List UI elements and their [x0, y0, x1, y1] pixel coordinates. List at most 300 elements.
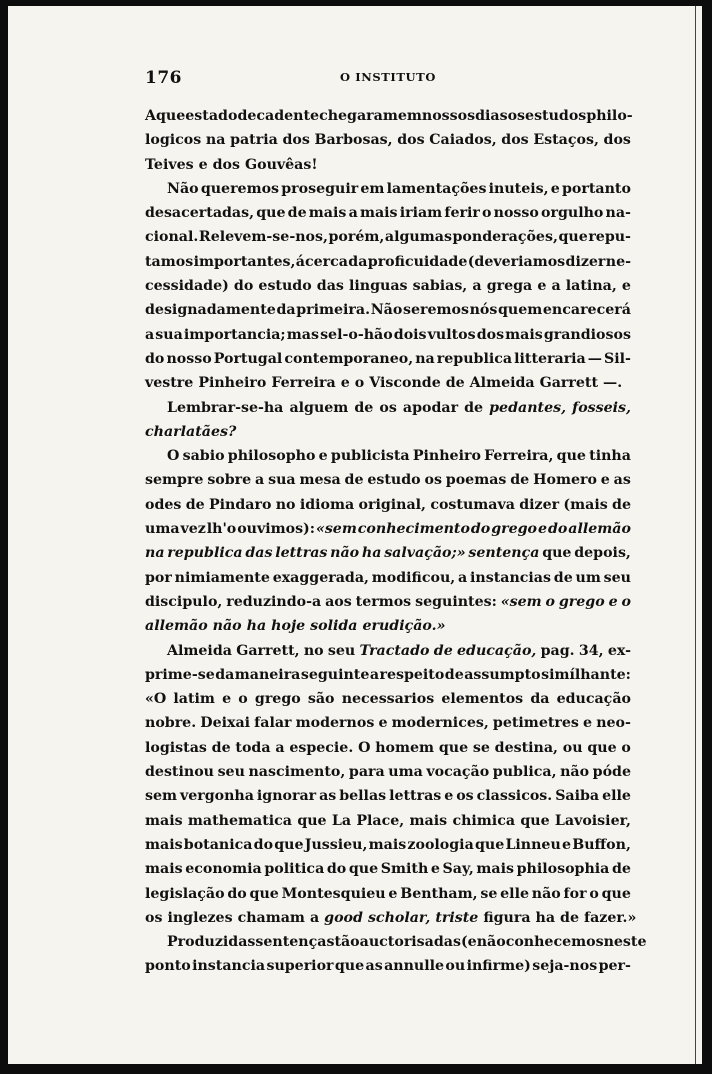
- word: maneira: [234, 666, 301, 683]
- word: a: [275, 739, 285, 756]
- word: A: [145, 108, 157, 124]
- word: Teives: [145, 156, 194, 173]
- word: Ferreira: [271, 375, 336, 392]
- word: e: [318, 448, 328, 465]
- word: do: [227, 885, 247, 902]
- word: mais: [359, 205, 398, 222]
- word: seja-nos: [532, 958, 598, 975]
- word: lettras: [275, 545, 328, 562]
- word: publicista: [330, 448, 410, 465]
- word: de: [445, 375, 465, 392]
- word: Sil-: [604, 350, 631, 367]
- text-line: [145, 323, 631, 347]
- word: na: [205, 132, 226, 149]
- text-line: [145, 250, 631, 274]
- word: erudição.»: [362, 618, 446, 635]
- word: infirme): [466, 958, 531, 975]
- word: a: [145, 326, 155, 343]
- word: Homero: [533, 472, 597, 489]
- word: modernices,: [391, 715, 489, 732]
- word: não: [212, 618, 242, 635]
- word: ponderações,: [452, 229, 558, 246]
- word: e: [583, 715, 593, 732]
- word: politica: [264, 861, 325, 878]
- word: desacertadas,: [145, 205, 255, 222]
- word: que: [520, 812, 550, 829]
- word: a: [309, 909, 320, 926]
- word: que: [274, 836, 304, 853]
- word: (e: [460, 934, 477, 951]
- word: se: [472, 739, 490, 756]
- word: original,: [358, 496, 426, 513]
- word: philosophia: [516, 861, 610, 878]
- text-line: [145, 639, 631, 663]
- word: toda: [235, 739, 271, 756]
- word: patria: [230, 132, 278, 149]
- word: nobre.: [145, 715, 197, 732]
- word: charlatães?: [145, 423, 237, 440]
- word: de: [287, 205, 307, 222]
- word: as: [319, 788, 337, 805]
- word: Say,: [442, 861, 474, 878]
- word: tão: [334, 934, 360, 951]
- word: botanica: [183, 836, 253, 853]
- word: importantes,: [193, 253, 296, 270]
- word: costumava: [430, 496, 515, 513]
- word: dos: [282, 132, 310, 149]
- word: na: [415, 350, 435, 367]
- word: e: [537, 278, 547, 295]
- word: Bentham,: [400, 885, 478, 902]
- word: 34,: [578, 642, 604, 659]
- word: ferir: [444, 205, 480, 222]
- word: neste: [603, 934, 647, 951]
- word: a: [255, 472, 265, 489]
- word: destina,: [494, 739, 558, 756]
- text-line: [145, 420, 631, 444]
- word: Garrett: [539, 375, 599, 392]
- word: que: [587, 739, 617, 756]
- word: de: [344, 472, 364, 489]
- word: e: [561, 836, 572, 853]
- word: na-: [605, 205, 631, 222]
- word: os: [456, 788, 474, 805]
- word: economia: [185, 861, 262, 878]
- text-line: [145, 541, 631, 565]
- word: modernos: [295, 715, 375, 732]
- text-line: [145, 711, 631, 735]
- word: Não: [370, 302, 403, 319]
- word: Pinheiro: [412, 448, 481, 465]
- text-line: [145, 104, 631, 128]
- word: Linneu: [505, 836, 561, 853]
- word: cessidade): [145, 278, 229, 295]
- word: em: [360, 180, 385, 197]
- word: das: [245, 545, 273, 562]
- word: Estaços,: [533, 132, 599, 149]
- word: lh'o: [206, 521, 237, 538]
- word: a: [348, 205, 358, 222]
- word: que: [156, 108, 186, 124]
- word: nascimento,: [248, 764, 346, 781]
- word: prime-se: [145, 666, 215, 683]
- word: ponto: [145, 958, 191, 975]
- word: sentença: [468, 545, 540, 562]
- word: que: [249, 885, 279, 902]
- word: educação,: [457, 642, 537, 659]
- word: seguintes:: [415, 593, 497, 610]
- word: homem: [375, 739, 435, 756]
- word: mais: [368, 836, 407, 853]
- paragraph: [145, 396, 631, 445]
- word: Produzidas: [167, 934, 256, 951]
- word: Portugal: [213, 350, 283, 367]
- word: que: [542, 545, 572, 562]
- word: de: [464, 399, 484, 416]
- word: chegaram: [319, 108, 398, 124]
- word: modificou,: [371, 569, 456, 586]
- word: depois,: [574, 545, 631, 562]
- text-line: [145, 833, 631, 857]
- text-line: [145, 396, 631, 420]
- word: latina,: [565, 278, 617, 295]
- word: pag.: [540, 642, 575, 659]
- word: republica: [167, 545, 243, 562]
- word: sabio: [182, 448, 225, 465]
- word: a: [551, 278, 561, 295]
- word: e: [550, 180, 560, 197]
- word: (deveriamos: [467, 253, 566, 270]
- word: litteraria: [514, 350, 586, 367]
- word: especie.: [289, 739, 354, 756]
- word: seu: [217, 764, 245, 781]
- word: classicos.: [476, 788, 553, 805]
- word: dos: [212, 156, 241, 173]
- page-edge: [695, 6, 696, 1064]
- word: Smith: [380, 861, 429, 878]
- word: no: [275, 496, 296, 513]
- word: grego: [254, 691, 301, 708]
- word: —.: [603, 375, 623, 392]
- page-header: [145, 68, 631, 94]
- text-line: [145, 153, 631, 177]
- word: conhecimento: [357, 521, 470, 538]
- word: allemão: [145, 618, 208, 635]
- word: do: [253, 836, 274, 853]
- text-line: [145, 444, 631, 468]
- word: cional.: [145, 229, 199, 246]
- word: ha: [361, 545, 382, 562]
- word: na: [145, 545, 165, 562]
- word: legislação: [145, 885, 225, 902]
- word: do: [470, 521, 491, 538]
- word: para: [348, 764, 385, 781]
- word: solida: [310, 618, 358, 635]
- word: auctorisadas: [359, 934, 461, 951]
- word: linguas: [349, 278, 408, 295]
- word: republica: [436, 350, 513, 367]
- word: Montesquieu: [281, 885, 386, 902]
- word: os: [379, 399, 397, 416]
- text-line: [145, 882, 631, 906]
- word: grego: [558, 593, 605, 610]
- word: O: [167, 448, 180, 465]
- word: ou: [562, 739, 583, 756]
- word: ácerca: [295, 253, 348, 270]
- word: o: [481, 205, 492, 222]
- word: que: [256, 205, 286, 222]
- word: apodar: [402, 399, 459, 416]
- book-page: [8, 6, 702, 1064]
- word: vestre: [145, 375, 194, 392]
- word: Saiba: [555, 788, 600, 805]
- word: mais: [505, 326, 543, 343]
- word: termos: [355, 593, 412, 610]
- word: grego: [491, 521, 538, 538]
- word: que: [438, 739, 469, 756]
- text-line: [145, 371, 631, 395]
- word: good: [324, 909, 363, 926]
- text-line: [145, 614, 631, 638]
- word: vez: [180, 521, 206, 538]
- word: o: [589, 885, 599, 902]
- text-line: [145, 687, 631, 711]
- text-line: [145, 274, 631, 298]
- word: Deixai: [200, 715, 251, 732]
- word: dos: [603, 132, 631, 149]
- word: ha: [246, 618, 267, 635]
- word: a: [472, 278, 482, 295]
- word: Pinheiro: [198, 375, 267, 392]
- word: Ferreira,: [484, 448, 554, 465]
- word: da: [276, 302, 296, 319]
- word: seu: [327, 642, 356, 659]
- word: da: [530, 691, 550, 708]
- word: elle: [602, 788, 631, 805]
- word: proseguir: [281, 180, 359, 197]
- word: o: [545, 593, 555, 610]
- word: de: [444, 666, 464, 683]
- word: portanto: [561, 180, 631, 197]
- word: o: [354, 375, 365, 392]
- word: do: [233, 278, 254, 295]
- word: da: [215, 666, 235, 683]
- word: dizer: [565, 253, 606, 270]
- word: inglezes: [167, 909, 233, 926]
- word: philo-: [586, 108, 633, 124]
- word: que: [297, 812, 327, 829]
- word: as: [613, 472, 631, 489]
- word: Buffon,: [572, 836, 631, 853]
- word: ou: [445, 958, 466, 975]
- word: annulle: [384, 958, 445, 975]
- word: não: [531, 885, 561, 902]
- word: ignorar: [256, 788, 317, 805]
- word: tamos: [145, 253, 194, 270]
- word: instancia: [192, 958, 266, 975]
- word: que: [348, 861, 379, 878]
- paragraph: [145, 177, 631, 396]
- word: idioma: [299, 496, 355, 513]
- word: necessarios: [341, 691, 435, 708]
- text-line: [145, 493, 631, 517]
- word: se: [480, 885, 498, 902]
- word: dos: [501, 132, 529, 149]
- word: mais: [308, 205, 347, 222]
- word: não: [330, 545, 360, 562]
- word: de: [612, 496, 631, 513]
- word: «sem: [500, 593, 542, 610]
- word: não: [476, 934, 506, 951]
- word: ha: [535, 909, 556, 926]
- word: póde: [592, 764, 631, 781]
- word: nimiamente: [174, 569, 270, 586]
- word: e: [444, 788, 454, 805]
- word: por: [145, 569, 172, 586]
- word: Não: [167, 180, 199, 197]
- text-line: [145, 347, 631, 371]
- word: seguinte: [300, 666, 370, 683]
- word: scholar,: [367, 909, 431, 926]
- word: poemas: [445, 472, 507, 489]
- word: os: [424, 472, 442, 489]
- word: seu: [603, 569, 631, 586]
- word: sua: [155, 326, 183, 343]
- word: publica,: [492, 764, 557, 781]
- word: sempre: [145, 472, 204, 489]
- word: contemporaneo,: [284, 350, 414, 367]
- paragraph: [145, 104, 631, 177]
- word: vergonha: [179, 788, 254, 805]
- word: e: [430, 861, 440, 878]
- word: de: [560, 909, 579, 926]
- page-number: 176: [145, 68, 182, 88]
- word: mais: [409, 812, 448, 829]
- word: superior: [266, 958, 334, 975]
- word: nossos: [421, 108, 476, 124]
- word: de: [354, 399, 374, 416]
- word: estado: [185, 108, 238, 124]
- word: nosso: [166, 350, 212, 367]
- paragraph: [145, 639, 637, 931]
- word: zoologia: [407, 836, 474, 853]
- word: grandiosos: [543, 326, 631, 343]
- word: seremos: [402, 302, 469, 319]
- text-line: [145, 809, 631, 833]
- paragraph: [145, 444, 631, 638]
- word: mais: [145, 836, 183, 853]
- word: figura: [483, 909, 531, 926]
- word: «O: [145, 691, 167, 708]
- word: vultos: [427, 326, 476, 343]
- word: Place,: [356, 812, 405, 829]
- word: elementos: [441, 691, 524, 708]
- word: sabias,: [412, 278, 468, 295]
- word: respeito: [379, 666, 445, 683]
- word: são: [307, 691, 335, 708]
- word: designadamente: [145, 302, 276, 319]
- word: logistas: [145, 739, 207, 756]
- word: estudo: [258, 278, 312, 295]
- word: conhecemos: [505, 934, 604, 951]
- word: Lavoisier,: [554, 812, 631, 829]
- word: Gouvêas!: [245, 156, 318, 173]
- word: de: [433, 642, 453, 659]
- word: o: [238, 691, 248, 708]
- word: orgulho: [541, 205, 604, 222]
- word: mais: [476, 861, 514, 878]
- word: Almeida: [167, 642, 232, 659]
- word: discipulo,: [145, 593, 223, 610]
- word: lettras: [389, 788, 442, 805]
- text-line: [145, 736, 631, 760]
- word: educação: [556, 691, 631, 708]
- text-line: [145, 566, 631, 590]
- word: chimica: [452, 812, 516, 829]
- word: em: [397, 108, 422, 124]
- word: dois: [393, 326, 427, 343]
- word: uma: [145, 521, 180, 538]
- word: elle: [500, 885, 529, 902]
- word: sobre: [207, 472, 252, 489]
- text-line: [145, 177, 631, 201]
- word: chamam: [237, 909, 305, 926]
- word: e: [600, 472, 610, 489]
- text-line: [145, 468, 631, 492]
- word: estudos: [525, 108, 587, 124]
- word: aos: [325, 593, 352, 610]
- word: repu-: [588, 229, 631, 246]
- word: no: [303, 642, 324, 659]
- word: pedantes,: [489, 399, 567, 416]
- word: e: [608, 593, 618, 610]
- word: ouvimos):: [237, 521, 316, 538]
- word: iriam: [399, 205, 443, 222]
- word: queremos: [200, 180, 280, 197]
- running-title: O INSTITUTO: [340, 70, 436, 84]
- word: as: [365, 958, 383, 975]
- word: for: [563, 885, 587, 902]
- word: proficuidade: [367, 253, 468, 270]
- word: vocação: [426, 764, 490, 781]
- word: latim: [173, 691, 215, 708]
- word: triste: [435, 909, 479, 926]
- text-line: [145, 298, 631, 322]
- word: ne-: [605, 253, 631, 270]
- word: per-: [598, 958, 631, 975]
- text-line: [145, 201, 631, 225]
- word: dos: [476, 326, 505, 343]
- word: que: [558, 229, 588, 246]
- word: Barbosas,: [314, 132, 393, 149]
- word: do: [145, 350, 165, 367]
- word: mathematica: [187, 812, 292, 829]
- word: bellas: [339, 788, 387, 805]
- word: hoje: [271, 618, 306, 635]
- word: fazer.»: [584, 909, 637, 926]
- word: Jussieu,: [304, 836, 368, 853]
- word: o: [621, 593, 631, 610]
- word: Tractado: [359, 642, 430, 659]
- word: La: [331, 812, 352, 829]
- text-line: [145, 906, 637, 930]
- word: que: [474, 836, 505, 853]
- word: —: [587, 350, 602, 367]
- text-line: [145, 517, 631, 541]
- word: «sem: [315, 521, 357, 538]
- text-line: [145, 857, 631, 881]
- text-body: [145, 104, 647, 979]
